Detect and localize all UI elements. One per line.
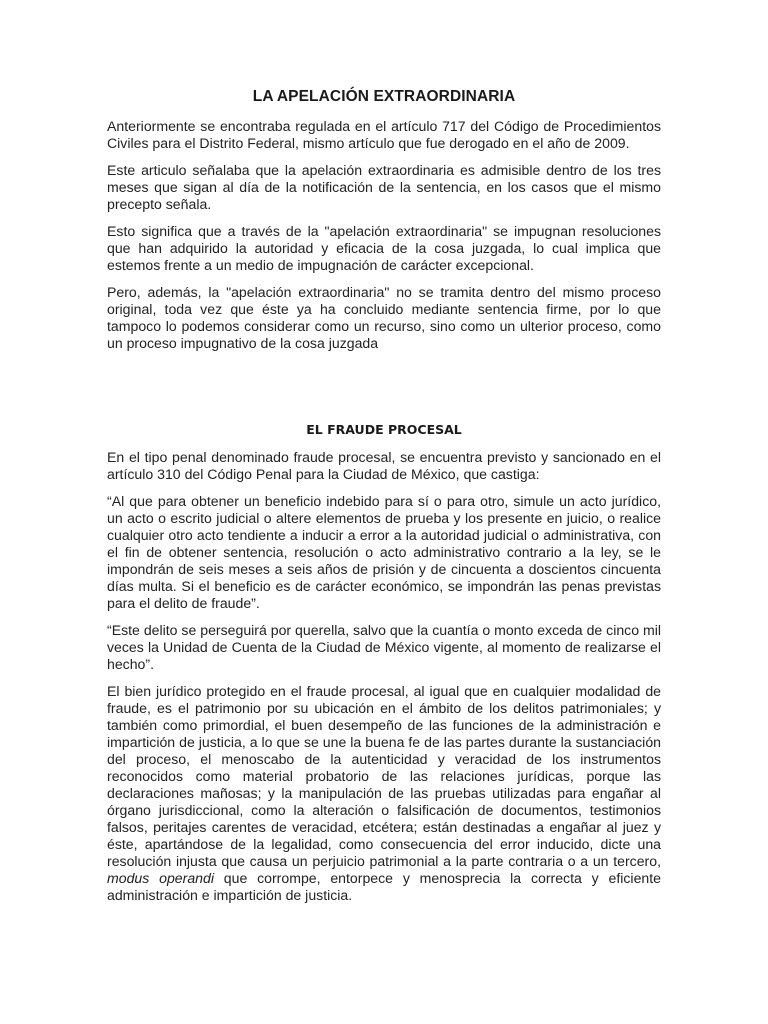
document-body bbox=[107, 88, 661, 914]
paragraph: “Al que para obtener un beneficio indebido para sí o para otro, simule un acto jurídico, un acto o escrito judicial o altere elementos de prueba y los presente en juicio, o realice cualquier otro acto tendiente a inducir a error a la autoridad judicial o administrativa, con el fin de obtener sentencia, resolución o acto administrativo contrario a la ley, se le impondrán de seis meses a seis años de prisión y de cincuenta a doscientos cincuenta días multa. Si el beneficio es de carácter económico, se impondrán las penas previstas para el delito de fraude”. bbox=[107, 493, 661, 611]
italic-term: modus operandi bbox=[107, 870, 214, 886]
paragraph-bien-juridico bbox=[107, 683, 661, 904]
section-title-fraude: EL FRAUDE PROCESAL bbox=[306, 422, 462, 437]
paragraph-text: que corrompe, entorpece y menosprecia la correcta y eficiente administración e impartición de justicia. bbox=[107, 870, 661, 903]
paragraph: Esto significa que a través de la "apelación extraordinaria" se impugnan resoluciones que han adquirido la autoridad y eficacia de la cosa juzgada, lo cual implica que estemos frente a un medio de impugnación de carácter excepcional. bbox=[107, 223, 661, 273]
paragraph: Anteriormente se encontraba regulada en el artículo 717 del Código de Procedimientos Civiles para el Distrito Federal, mismo artículo que fue derogado en el año de 2009. bbox=[107, 118, 661, 151]
paragraph: En el tipo penal denominado fraude procesal, se encuentra previsto y sancionado en el artículo 310 del Código Penal para la Ciudad de México, que castiga: bbox=[107, 449, 661, 482]
paragraph-text: El bien jurídico protegido en el fraude procesal, al igual que en cualquier modalidad de fraude, es el patrimonio por su ubicación en el ámbito de los delitos patrimoniales; y también como primordial, el buen desempeño de las funciones de la administración e impartición de justicia, a lo que se une la buena fe de las partes durante la sustanciación del proceso, el menoscabo de la autenticidad y veracidad de los instrumentos reconocidos como material probatorio de las relaciones jurídicas, porque las declaraciones mañosas; y la manipulación de las pruebas utilizadas para engañar al órgano jurisdiccional, como la alteración o falsificación de documentos, testimonios falsos, peritajes carentes de veracidad, etcétera; están destinadas a engañar al juez y éste, apartándose de la legalidad, como consecuencia del error inducido, dicte una resolución injusta que causa un perjuicio patrimonial a la parte contraria o a un tercero, bbox=[107, 683, 661, 869]
paragraph: Este articulo señalaba que la apelación extraordinaria es admisible dentro de los tres meses que sigan al día de la notificación de la sentencia, en los casos que el mismo precepto señala. bbox=[107, 162, 661, 212]
section-spacer bbox=[107, 362, 661, 422]
section-title-apelacion: LA APELACIÓN EXTRAORDINARIA bbox=[252, 88, 516, 105]
paragraph: “Este delito se perseguirá por querella, salvo que la cuantía o monto exceda de cinco mil veces la Unidad de Cuenta de la Ciudad de México vigente, al momento de realizarse el hecho”. bbox=[107, 622, 661, 672]
paragraph: Pero, además, la "apelación extraordinaria" no se tramita dentro del mismo proceso original, toda vez que éste ya ha concluido mediante sentencia firme, por lo que tampoco lo podemos considerar como un recurso, sino como un ulterior proceso, como un proceso impugnativo de la cosa juzgada bbox=[107, 284, 661, 351]
